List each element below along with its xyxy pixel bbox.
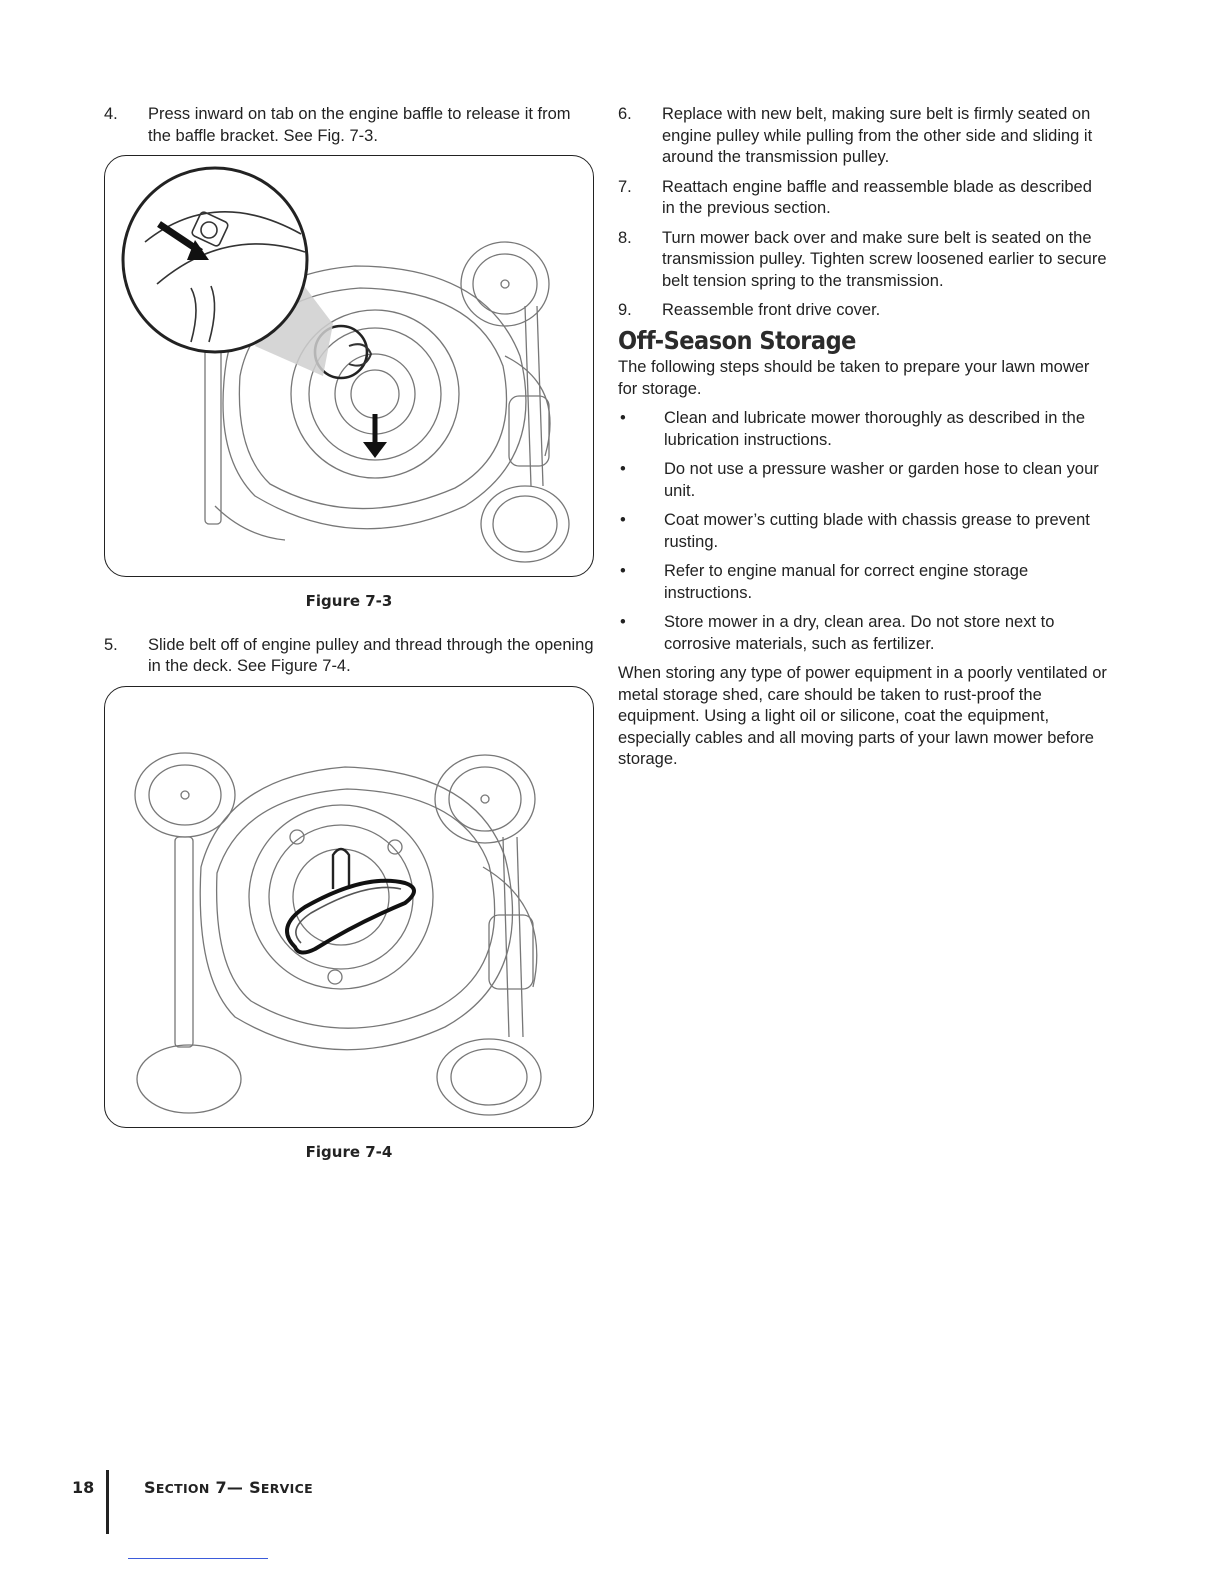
footer-section-title (144, 1478, 313, 1497)
bullet-icon: • (620, 460, 626, 478)
page-number: 18 (72, 1478, 95, 1497)
step-number: 5. (104, 635, 118, 654)
bullet-text: Store mower in a dry, clean area. Do not store next to corrosive materials, such as fertilizer. (664, 613, 1055, 653)
step-4 (104, 104, 594, 147)
closing-paragraph: When storing any type of power equipment in a poorly ventilated or metal storage shed, care should be taken to rust-proof the equipment. Using a light oil or silicone, coat the equipment, especially cables and all moving parts of your lawn mower before storage. (618, 664, 1107, 768)
step-text: Press inward on tab on the engine baffle to release it from the baffle bracket. See Fig. 7-3. (148, 105, 571, 145)
footer-section-word: ECTION (155, 1481, 210, 1496)
step-8 (618, 228, 1108, 293)
left-column (104, 104, 594, 1185)
bullet-item (618, 459, 1108, 502)
footer-divider (106, 1470, 109, 1534)
bottom-link-underline (128, 1558, 268, 1559)
footer-service-word: ERVICE (260, 1481, 313, 1496)
bullet-item (618, 612, 1108, 655)
step-6 (618, 104, 1108, 169)
figure-7-4-caption: Figure 7-4 (305, 1142, 393, 1161)
mower-belt-removal-illustration (105, 687, 593, 1127)
step-text: Slide belt off of engine pulley and thread through the opening in the deck. See Figure 7-4. (148, 635, 594, 675)
step-7 (618, 177, 1108, 220)
step-number: 4. (104, 105, 118, 123)
step-number: 7. (618, 177, 632, 196)
intro-paragraph: The following steps should be taken to prepare your lawn mower for storage. (618, 358, 1090, 398)
bullet-text: Do not use a pressure washer or garden hose to clean your unit. (664, 460, 1099, 500)
footer-section-number: 7— (209, 1478, 250, 1497)
bullet-icon: • (620, 562, 626, 580)
step-9 (618, 300, 1108, 322)
bullet-item (618, 510, 1108, 553)
figure-7-3 (104, 155, 594, 577)
mower-underside-baffle-illustration (105, 156, 593, 576)
right-column (618, 104, 1108, 779)
bullet-text: Clean and lubricate mower thoroughly as described in the lubrication instructions. (664, 409, 1085, 449)
section-heading: Off-Season Storage (618, 325, 856, 355)
bullet-text: Coat mower’s cutting blade with chassis grease to prevent rusting. (664, 511, 1090, 551)
step-number: 6. (618, 105, 632, 123)
figure-7-3-caption: Figure 7-3 (305, 592, 393, 610)
step-text: Reattach engine baffle and reassemble blade as described in the previous section. (662, 177, 1092, 217)
footer-service-initial: S (249, 1478, 261, 1497)
step-text: Turn mower back over and make sure belt is seated on the transmission pulley. Tighten screw loosened earlier to secure belt tension spring to the transmission. (662, 228, 1107, 290)
step-5 (104, 635, 594, 678)
figure-7-4 (104, 686, 594, 1128)
bullet-icon: • (620, 409, 626, 427)
step-number: 9. (618, 301, 632, 319)
bullet-icon: • (620, 613, 626, 631)
bullet-icon: • (620, 511, 626, 529)
footer-section-initial: S (144, 1478, 156, 1497)
step-number: 8. (618, 228, 632, 247)
bullet-text: Refer to engine manual for correct engine storage instructions. (664, 562, 1029, 602)
step-text: Reassemble front drive cover. (662, 301, 881, 319)
step-text: Replace with new belt, making sure belt is firmly seated on engine pulley while pulling from the other side and sliding it around the transmission pulley. (662, 105, 1093, 166)
bullet-item (618, 408, 1108, 451)
bullet-item (618, 561, 1108, 604)
